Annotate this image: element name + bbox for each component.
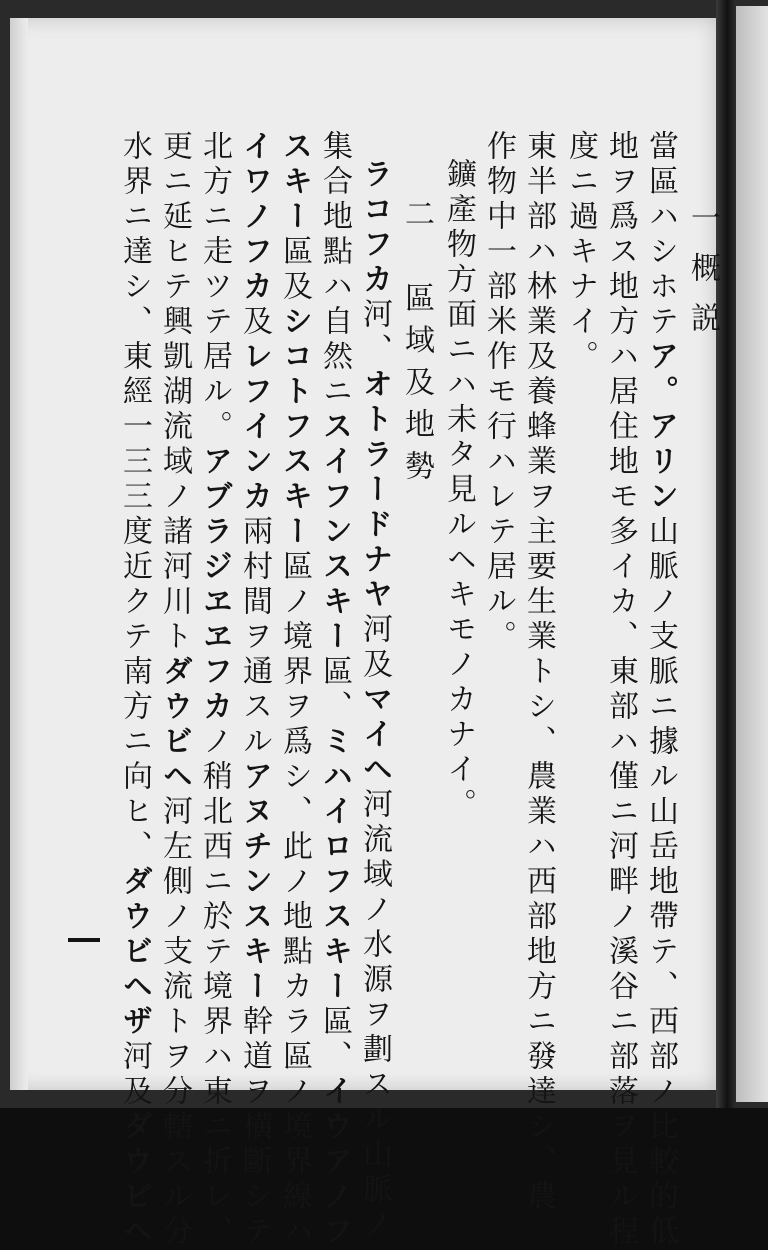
s2-line-4 <box>234 130 274 1250</box>
text-run: 水界ニ達シ、東經一三三度近クテ南方ニ向ヒ、 <box>117 130 152 865</box>
section-2-number: 二 <box>399 198 434 240</box>
text-run: 作物中一部米作モ行ハレテ居ル。 <box>481 130 516 655</box>
s2-line-6 <box>154 130 194 1250</box>
place-name: スイフンスキー <box>317 410 352 655</box>
section-2-title: 區域及地勢 <box>399 282 434 492</box>
section-1-number: 一 <box>685 202 720 252</box>
s1-p2-line-2 <box>478 130 518 655</box>
place-name: アブラジヱヱフカ <box>197 445 232 725</box>
text-run: 河及 <box>357 613 392 683</box>
page-number-text <box>68 918 100 962</box>
s2-line-7 <box>114 130 154 1250</box>
place-name: ダウビヘ <box>157 655 192 795</box>
text-run: 河流域ノ水源ヲ劃スル山脈ノ <box>357 788 392 1243</box>
place-name: イウアノフ <box>317 1075 352 1250</box>
text-run: 山脈ノ支脈ニ據ル山岳地帶テ、西部ノ比較的低 <box>643 515 678 1250</box>
place-name: ミハイロフスキー <box>317 725 352 1005</box>
place-name: マイヘ <box>357 683 392 788</box>
place-name: ラコフカ <box>357 158 392 298</box>
s1-p1-line-2 <box>600 130 640 1250</box>
book-spine <box>716 0 736 1108</box>
text-run: 河、 <box>357 298 392 368</box>
text-run: 河及 <box>117 1040 152 1110</box>
katakana-name: ア。アリン <box>643 340 678 515</box>
text-run: 及 <box>237 305 272 340</box>
text-run: 度ニ過キナイ。 <box>563 130 598 375</box>
place-name: ダウビヘザ <box>117 865 152 1040</box>
place-name: レフインカ <box>237 340 272 515</box>
text-run: 區ノ境界ヲ爲シ、此ノ地點カラ區ノ境界線ハ <box>277 550 312 1250</box>
text-run: 東半部ハ林業及養蜂業ヲ主要生業トシ、農業ハ西部地方ニ發達シ、農 <box>521 130 556 1215</box>
s2-line-5 <box>194 130 234 1250</box>
s1-p1-line-1 <box>640 130 680 1250</box>
text-run: ノ稍北西ニ於テ境界ハ東ニ折レ、 <box>197 725 232 1250</box>
s2-line-1 <box>354 158 394 1243</box>
s2-line-2 <box>314 130 354 1250</box>
text-run: 河左側ノ支流トヲ分轄スル分 <box>157 795 192 1250</box>
place-name: アヌチンスキー <box>237 760 272 1005</box>
text-run: 鑛產物方面ニハ未タ見ルヘキモノカナイ。 <box>441 158 476 823</box>
text-run: 幹道ヲ横斷シテ <box>237 1005 272 1250</box>
text-run: 北方ニ走ツテ居ル。 <box>197 130 232 445</box>
s1-p2-line-1 <box>518 130 558 1215</box>
section-1-heading <box>682 202 722 352</box>
text-run: 兩村間ヲ通スル <box>237 515 272 760</box>
book-page <box>10 18 720 1250</box>
s1-p1-line-3 <box>560 130 600 375</box>
place-name: イワノフカ <box>237 130 272 305</box>
s2-line-3 <box>274 130 314 1250</box>
place-name: スキー <box>277 130 312 235</box>
section-2-heading <box>396 198 436 492</box>
place-name: シコトフスキー <box>277 305 312 550</box>
section-1-title: 概説 <box>685 252 720 352</box>
text-run: 集合地點ハ自然ニ <box>317 130 352 410</box>
text-run: 區及 <box>277 235 312 305</box>
text-run: 地ヲ爲ス地方ハ居住地モ多イカ、東部ハ僅ニ河畔ノ溪谷ニ部落ヲ見ル程 <box>603 130 638 1250</box>
text-run: 更ニ延ヒテ興凱湖流域ノ諸河川ト <box>157 130 192 655</box>
facing-page-edge <box>736 6 768 1102</box>
place-name: オトラードナヤ <box>357 368 392 613</box>
text-run: 當區ハシホテ <box>643 130 678 340</box>
s1-p3-line-1 <box>438 158 478 823</box>
text-run: 區、 <box>317 1005 352 1075</box>
place-name: ダウビヘ <box>117 1110 152 1250</box>
text-run: 區、 <box>317 655 352 725</box>
